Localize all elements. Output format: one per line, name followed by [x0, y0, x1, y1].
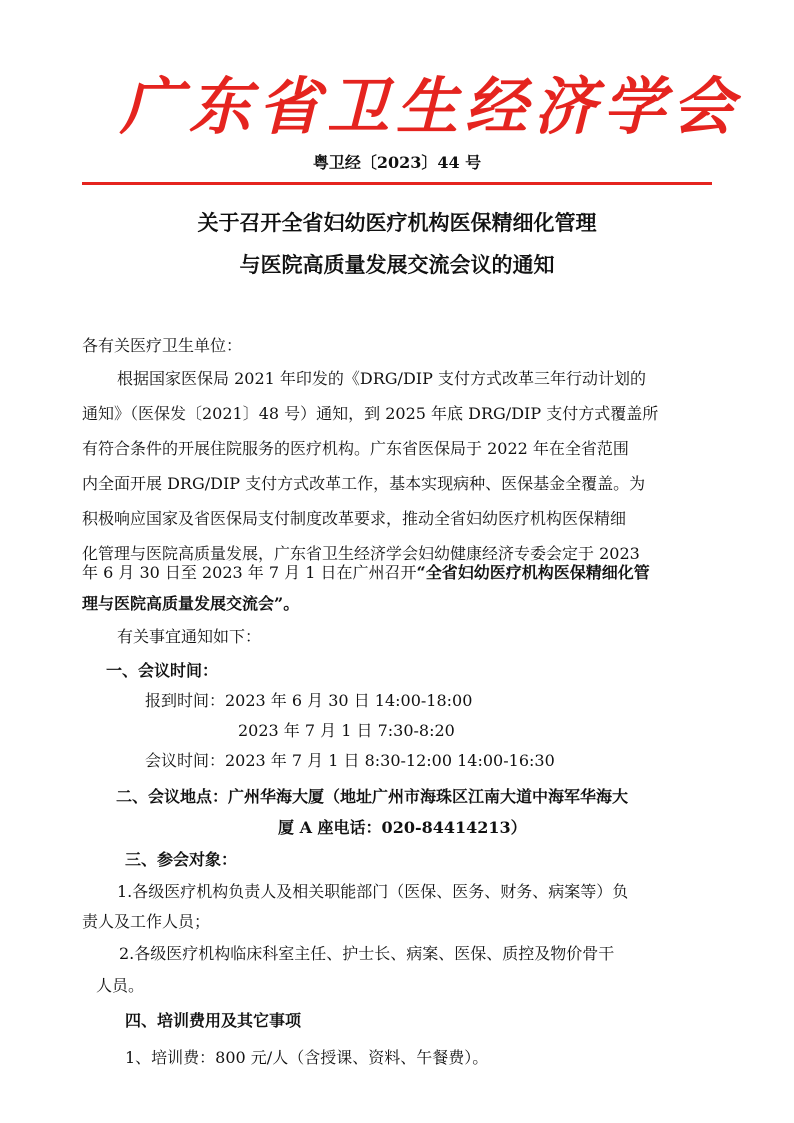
attendee-item-1: 1.各级医疗机构负责人及相关职能部门（医保、医务、财务、病案等）负	[117, 882, 629, 901]
red-divider	[82, 182, 712, 185]
paragraph-end-bold: 理与医院高质量发展交流会”。	[82, 594, 300, 613]
attendee-item-2: 2.各级医疗机构临床科室主任、护士长、病案、医保、质控及物价骨干	[119, 944, 615, 963]
notice-intro: 有关事宜通知如下：	[117, 627, 262, 646]
attendee-item-2-cont: 人员。	[96, 976, 145, 995]
org-masthead: 广东省卫生经济学会	[120, 70, 742, 143]
section-venue-line-1: 二、会议地点：广州华海大厦（地址广州市海珠区江南大道中海军华海大	[116, 787, 629, 806]
section-heading-fees: 四、培训费用及其它事项	[125, 1011, 302, 1030]
paragraph-line: 内全面开展 DRG/DIP 支付方式改革工作，基本实现病种、医保基金全覆盖。为	[82, 474, 646, 493]
paragraph-line: 根据国家医保局 2021 年印发的《DRG/DIP 支付方式改革三年行动计划的	[117, 369, 646, 388]
checkin-time-1: 报到时间：2023 年 6 月 30 日 14:00-18:00	[145, 691, 473, 710]
meeting-time: 会议时间：2023 年 7 月 1 日 8:30-12:00 14:00-16:30	[145, 751, 555, 770]
meeting-name-bold: “全省妇幼医疗机构医保精细化管	[416, 563, 650, 582]
paragraph-text: 年 6 月 30 日至 2023 年 7 月 1 日在广州召开	[82, 563, 417, 582]
paragraph-line: 有符合条件的开展住院服务的医疗机构。广东省医保局于 2022 年在全省范围	[82, 439, 629, 458]
checkin-time-2: 2023 年 7 月 1 日 7:30-8:20	[238, 721, 455, 740]
paragraph-line: 化管理与医院高质量发展，广东省卫生经济学会妇幼健康经济专委会定于 2023	[82, 544, 640, 563]
doc-number: 粤卫经〔2023〕44 号	[312, 153, 482, 172]
salutation: 各有关医疗卫生单位：	[82, 336, 243, 355]
attendee-item-1-cont: 责人及工作人员；	[82, 912, 211, 931]
paragraph-line: 通知》（医保发〔2021〕48 号）通知，到 2025 年底 DRG/DIP 支付方式覆盖所	[82, 404, 659, 423]
paragraph-line-mixed	[82, 563, 650, 583]
title-line-1: 关于召开全省妇幼医疗机构医保精细化管理	[197, 210, 597, 235]
title-line-2: 与医院高质量发展交流会议的通知	[239, 252, 555, 277]
section-heading-attendees: 三、参会对象：	[125, 850, 238, 869]
section-heading-time: 一、会议时间：	[106, 661, 219, 680]
section-venue-line-2: 厦 A 座电话：020-84414213）	[278, 818, 527, 837]
fee-item-1: 1、培训费：800 元/人（含授课、资料、午餐费）。	[125, 1048, 489, 1067]
paragraph-line: 积极响应国家及省医保局支付制度改革要求，推动全省妇幼医疗机构医保精细	[82, 509, 627, 528]
